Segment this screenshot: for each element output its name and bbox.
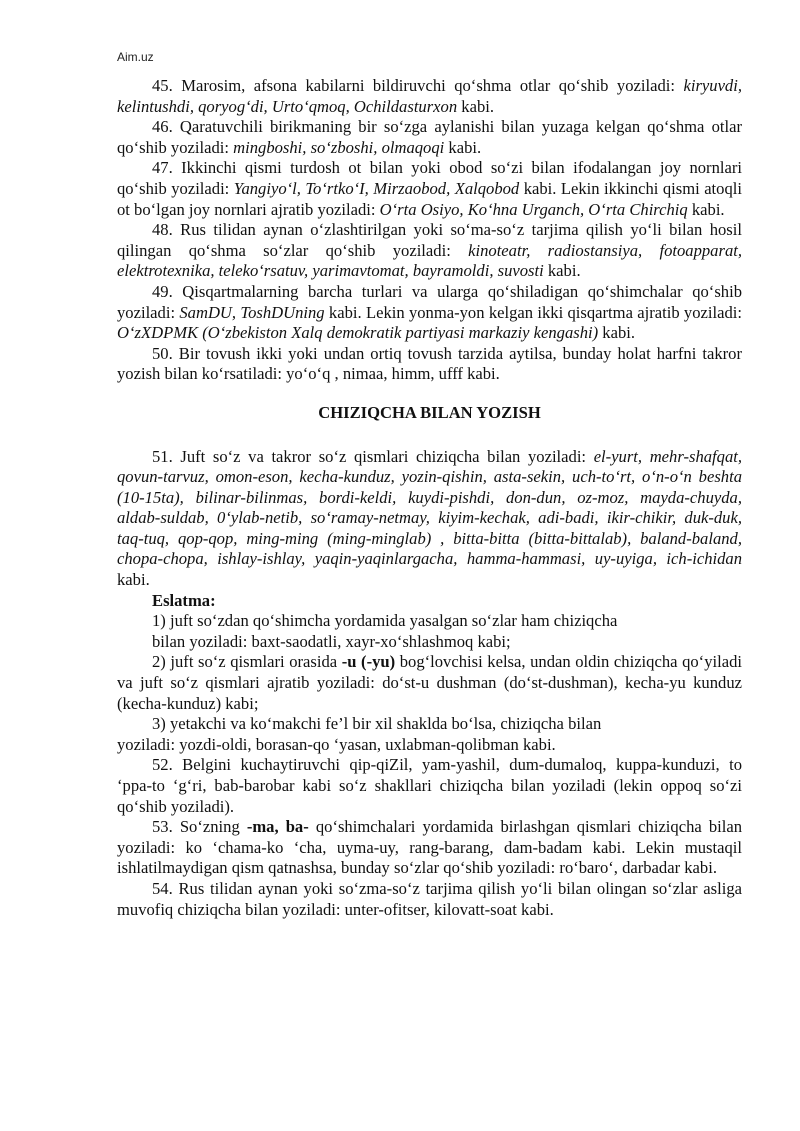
rule-50: 50. Bir tovush ikki yoki undan ortiq tovush tarzida aytilsa, bunday holat harfni takror yozish bilan ko‘rsatiladi: yo‘o‘q , nimaa, himm, ufff kabi. — [117, 343, 742, 384]
rule-51-text: 51. Juft so‘z va takror so‘z qismlari chiziqcha bilan yoziladi: — [152, 446, 594, 466]
rule-47-tail: kabi. — [687, 199, 725, 219]
rule-52: 52. Belgini kuchaytiruvchi qip-qiZil, yam-yashil, dum-dumaloq, kuppa-kunduzi, to ‘ppa-to ‘g‘ri, bab-barobar kabi so‘z shakllari chiziqcha bilan yoziladi (lekin oppoq so‘zi qo‘shib yoziladi). — [117, 755, 742, 816]
note-title: Eslatma: — [152, 590, 216, 610]
rule-51-examples: el-yurt, mehr-shafqat, qovun-tarvuz, omon-eson, kecha-kunduz, yozin-qishin, asta-sekin, uch-to‘rt, o‘n-o‘n beshta (10-15ta), bilinar-bilinmas, bordi-keldi, kuydi-pishdi, don-dun, oz-moz, mayda-chuyda, aldab-suldab, 0‘ylab-netib, so‘ramay-netmay, kiyim-kechak, adi-badi, ikir-chikir, duk-duk, taq-tuq, qop-qop, ming-ming (ming-minglab) , bitta-bitta (bitta-bittalab), baland-baland, chopa-chopa, ishlay-ishlay, yaqin-yaqinlargacha, hamma-hammasi, uy-uyiga, ich-ichidan — [117, 446, 743, 569]
rule-49 — [117, 282, 742, 344]
rule-45-text: 45. Marosim, afsona kabilarni bildiruvchi qo‘shma otlar qo‘shib yoziladi: — [152, 76, 684, 95]
note-1-line-2: bilan yoziladi: baxt-saodatli, xayr-xo‘shlashmoq kabi; — [152, 631, 511, 651]
rule-48-text: 48. Rus tilidan aynan o‘zlashtirilgan yoki so‘ma-so‘z tarjima qilish yo‘li bilan hosil qilingan qo‘shma so‘zlar qo‘shib yoziladi: — [117, 220, 742, 260]
rule-49-tail: kabi. — [598, 323, 636, 343]
rule-47-mid: kabi. Lekin ikkinchi qismi atoqli ot bo‘lgan joy nornlari ajratib yoziladi: — [117, 178, 742, 219]
rule-49-text: 49. Qisqartmalarning barcha turlari va ularga qo‘shiladigan qo‘shimchalar qo‘shib yoziladi: — [117, 281, 742, 322]
rule-53-text: 53. So‘zning — [152, 817, 247, 837]
rule-46-text: 46. Qaratuvchili birikmaning bir so‘zga aylanishi bilan yuzaga kelgan qo‘shma otlar qo‘shib yoziladi: — [117, 117, 742, 157]
note-2-bold: -u (-yu) — [341, 652, 396, 672]
rule-47-examples-2: O‘rta Osiyo, Ko‘hna Urganch, O‘rta Chirchiq — [379, 199, 688, 219]
rule-54: 54. Rus tilidan aynan yoki so‘zma-so‘z tarjima qilish yo‘li bilan olingan so‘zlar asliga muvofiq chiziqcha bilan yoziladi: unter-ofitser, kilovatt-soat kabi. — [117, 878, 742, 919]
rule-45-tail: kabi. — [457, 96, 495, 116]
rule-53-tail: qo‘shimchalari yordamida birlashgan qismlari chiziqcha bilan yoziladi: ko ‘chama-ko ‘cha, uyma-uy, rang-barang, dam-badam kabi. Lekin mustaqil ishlatilmaydigan qism qatnashsa, bunday so‘zlar qo‘shib yoziladi: ro‘baro‘, darbadar kabi. — [117, 817, 742, 878]
document-body — [117, 76, 742, 920]
rule-48-tail: kabi. — [543, 261, 581, 281]
rule-49-examples-2: O‘zXDPMK (O‘zbekiston Xalq demokratik partiyasi markaziy kengashi) — [117, 323, 599, 343]
note-1-line-1: 1) juft so‘zdan qo‘shimcha yordamida yasalgan so‘zlar ham chiziqcha — [152, 611, 618, 631]
rule-49-examples: SamDU, ToshDUning — [179, 302, 325, 322]
rule-47-examples: Yangiyo‘l, To‘rtko‘I, Mirzaobod, Xalqobod — [233, 178, 520, 198]
note-2-tail: bog‘lovchisi kelsa, undan oldin chiziqcha qo‘yiladi va juft so‘z qismlari ajratib yoziladi: do‘st-u dushman (do‘st-dushman), kecha-yu kunduz (kecha-kunduz) kabi; — [117, 652, 742, 713]
note-3-line-2: yoziladi: yozdi-oldi, borasan-qo ‘yasan, uxlabman-qolibman kabi. — [117, 734, 556, 754]
note-2 — [117, 652, 742, 714]
rule-45-examples: kiryuvdi, kelintushdi, qoryog‘di, Urto‘qmoq, Ochildasturxon — [117, 76, 742, 116]
rule-53 — [117, 817, 742, 879]
rule-46-tail: kabi. — [444, 137, 482, 157]
site-label: Aim.uz — [117, 50, 154, 64]
rule-51 — [117, 447, 742, 591]
section-heading: CHIZIQCHA BILAN YOZISH — [318, 402, 541, 422]
rule-46-examples: mingboshi, so‘zboshi, olmaqoqi — [233, 137, 445, 157]
rule-45 — [117, 76, 742, 117]
rule-51-tail: kabi. — [117, 570, 150, 590]
note-3-line-1: 3) yetakchi va ko‘makchi fe’l bir xil shaklda bo‘lsa, chiziqcha bilan — [152, 714, 602, 734]
rule-48 — [117, 220, 742, 282]
rule-47 — [117, 158, 742, 220]
rule-47-text: 47. Ikkinchi qismi turdosh ot bilan yoki obod so‘zi bilan ifodalangan joy nornlari qo‘shib yoziladi: — [117, 158, 742, 198]
note-2-text: 2) juft so‘z qismlari orasida — [152, 652, 342, 672]
rule-48-examples: kinoteatr, radiostansiya, fotoapparat, elektrotexnika, teleko‘rsatuv, yarimavtomat, bayramoldi, suvosti — [117, 240, 742, 281]
rule-53-bold: -ma, ba- — [246, 817, 309, 837]
rule-49-mid: kabi. Lekin yonma-yon kelgan ikki qisqartma ajratib yoziladi: — [324, 302, 742, 322]
rule-46 — [117, 117, 742, 158]
